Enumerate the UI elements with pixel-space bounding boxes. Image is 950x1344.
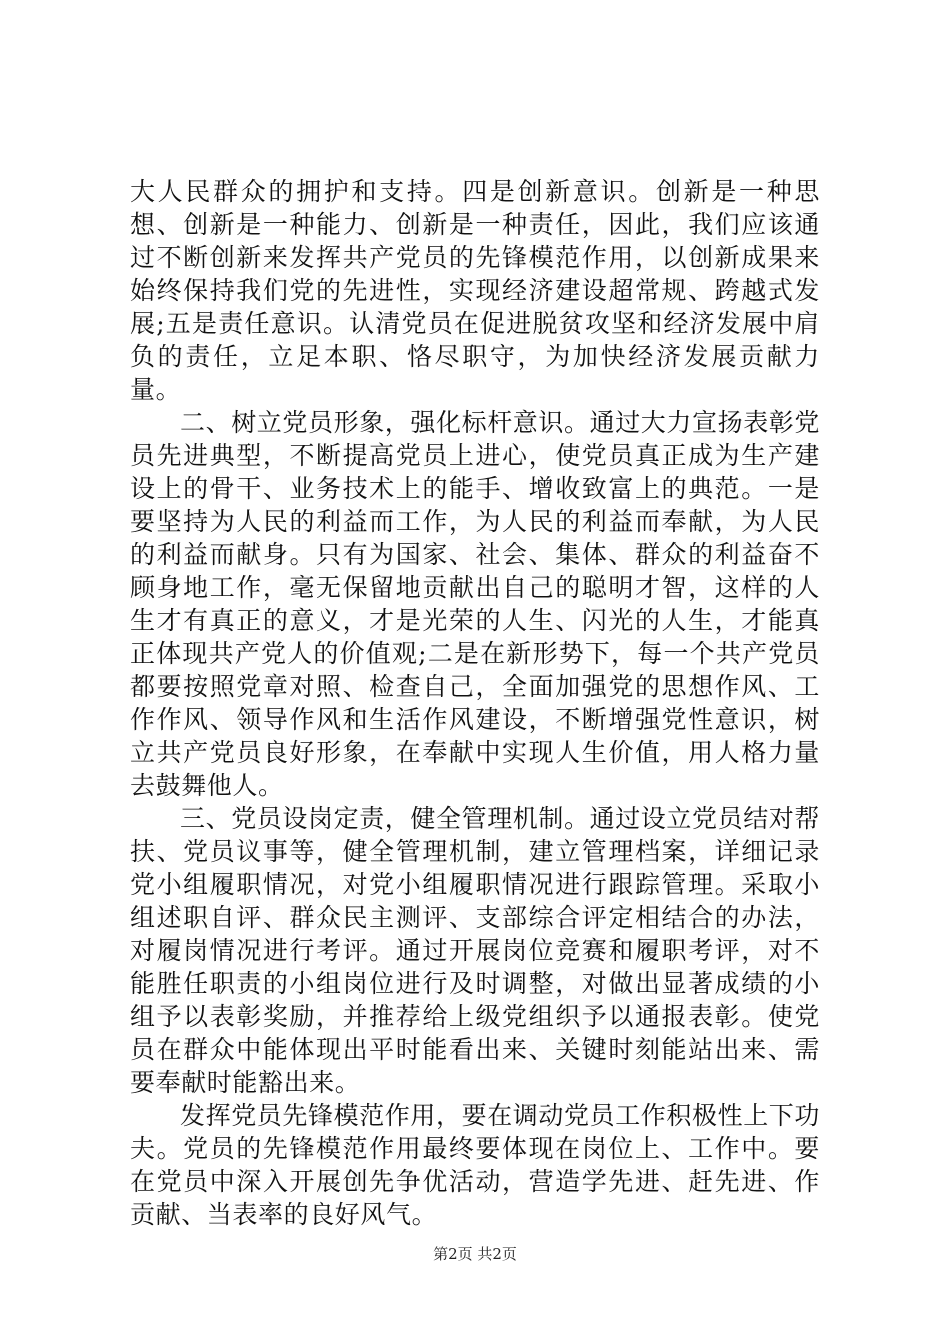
paragraph-section-three: 三、党员设岗定责，健全管理机制。通过设立党员结对帮扶、党员议事等，健全管理机制，建立管理档案，详细记录党小组履职情况，对党小组履职情况进行跟踪管理。采取小组述职自评、群众民主测评、支部综合评定相结合的办法，对履岗情况进行考评。通过开展岗位竞赛和履职考评，对不能胜任职责的小组岗位进行及时调整，对做出显著成绩的小组予以表彰奖励，并推荐给上级党组织予以通报表彰。使党员在群众中能体现出平时能看出来、关键时刻能站出来、需要奉献时能豁出来。 bbox=[130, 804, 821, 1097]
paragraph-conclusion: 发挥党员先锋模范作用，要在调动党员工作积极性上下功夫。党员的先锋模范作用最终要体现在岗位上、工作中。要在党员中深入开展创先争优活动，营造学先进、赶先进、作贡献、当表率的良好风气。 bbox=[130, 1101, 821, 1229]
paragraph-continuation: 大人民群众的拥护和支持。四是创新意识。创新是一种思想、创新是一种能力、创新是一种责任，因此，我们应该通过不断创新来发挥共产党员的先锋模范作用，以创新成果来始终保持我们党的先进性，实现经济建设超常规、跨越式发展;五是责任意识。认清党员在促进脱贫攻坚和经济发展中肩负的责任，立足本职、恪尽职守，为加快经济发展贡献力量。 bbox=[130, 177, 820, 404]
paragraph-section-two: 二、树立党员形象，强化标杆意识。通过大力宣扬表彰党员先进典型，不断提高党员上进心，使党员真正成为生产建设上的骨干、业务技术上的能手、增收致富上的典范。一是要坚持为人民的利益而工作，为人民的利益而奉献，为人民的利益而献身。只有为国家、社会、集体、群众的利益奋不顾身地工作，毫无保留地贡献出自己的聪明才智，这样的人生才有真正的意义，才是光荣的人生、闪光的人生，才能真正体现共产党人的价值观;二是在新形势下，每一个共产党员都要按照党章对照、检查自己，全面加强党的思想作风、工作作风、领导作风和生活作风建设，不断增强党性意识，树立共产党员良好形象，在奉献中实现人生价值，用人格力量去鼓舞他人。 bbox=[130, 408, 821, 800]
document-body bbox=[130, 175, 820, 1231]
page-number-footer: 第2页 共2页 bbox=[433, 1245, 517, 1263]
